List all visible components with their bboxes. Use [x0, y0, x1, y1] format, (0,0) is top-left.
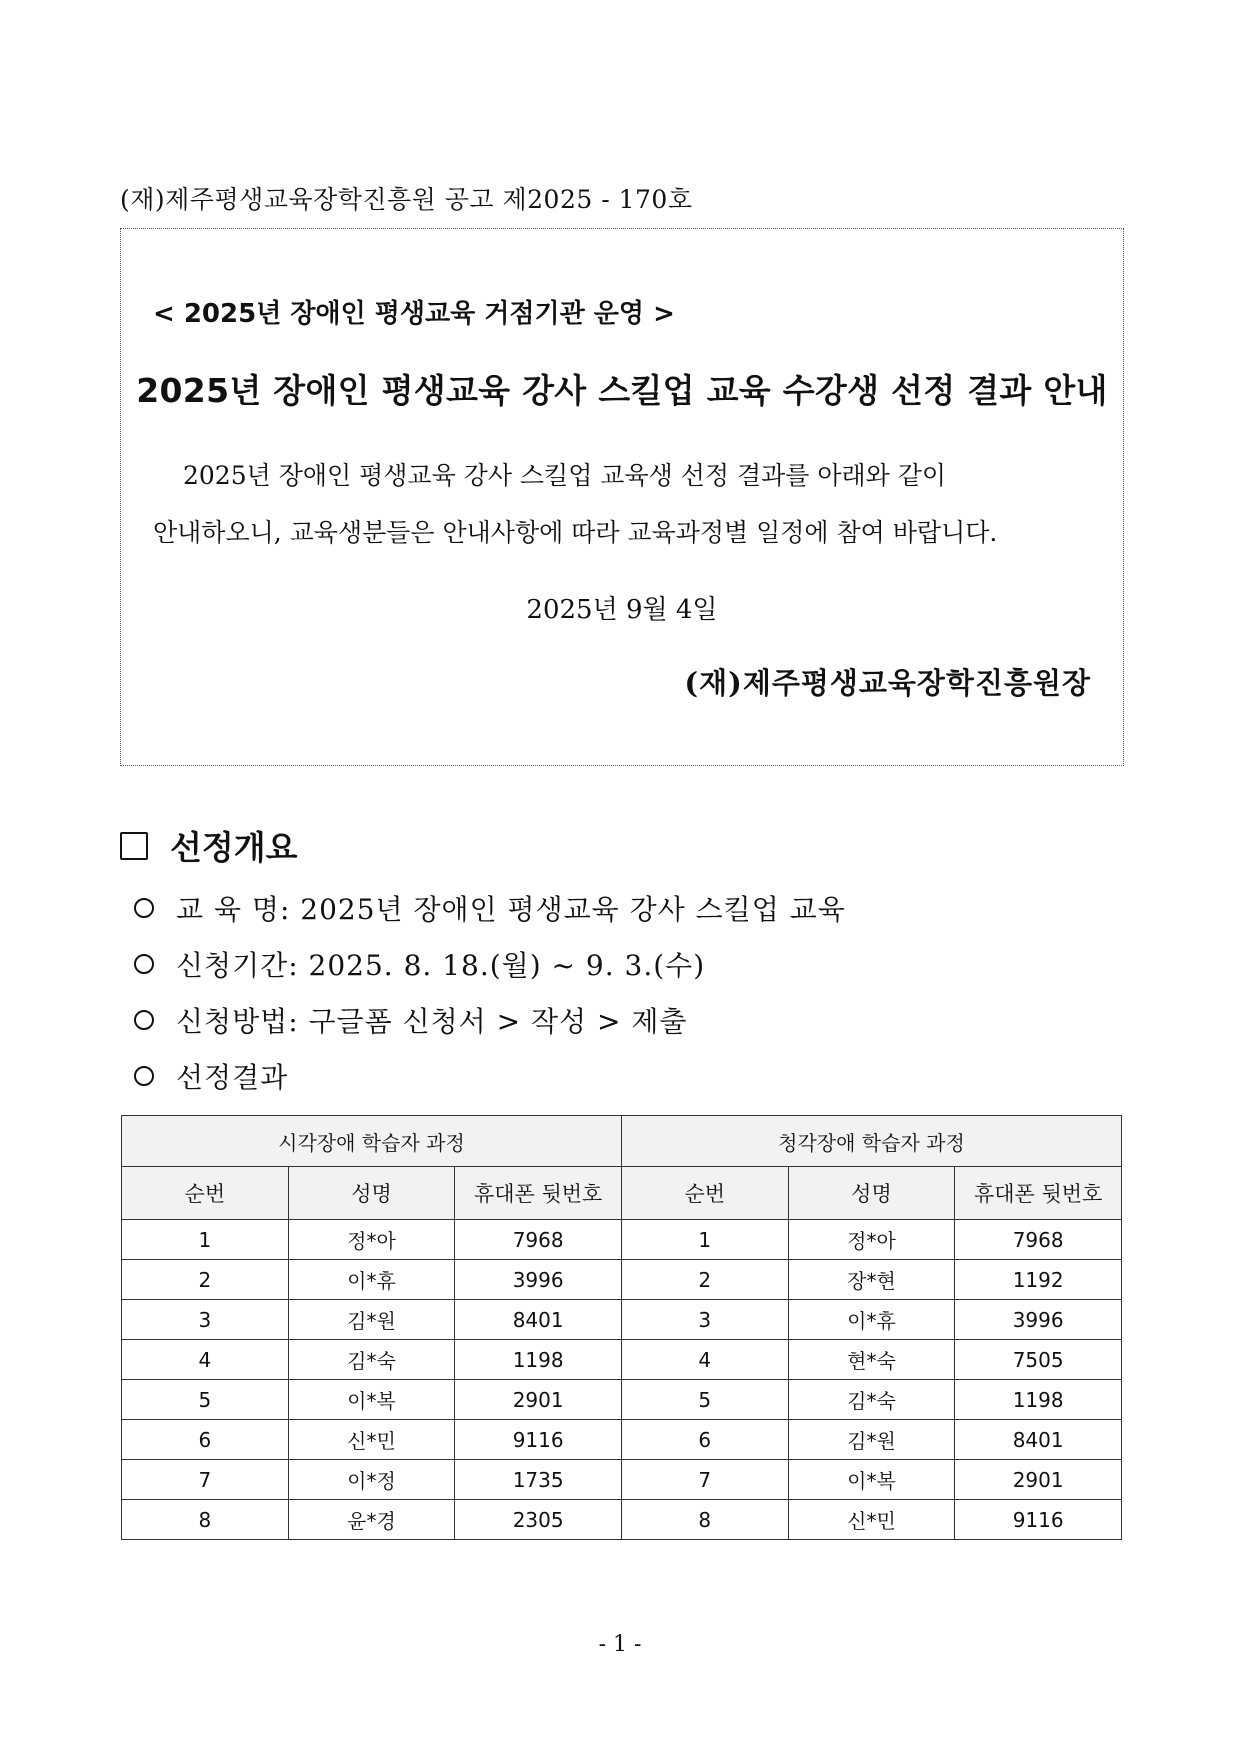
table-cell: 8: [621, 1500, 788, 1540]
table-cell: 윤*경: [288, 1500, 455, 1540]
table-cell: 이*복: [788, 1460, 955, 1500]
announcement-box: [120, 228, 1124, 766]
table-cell: 신*민: [288, 1420, 455, 1460]
table-cell: 3996: [955, 1300, 1122, 1340]
table-cell: 1192: [955, 1260, 1122, 1300]
table-row: [122, 1380, 1122, 1420]
announcement-date: 2025년 9월 4일: [526, 595, 718, 625]
table-cell: 2901: [455, 1380, 622, 1420]
table-row: [122, 1420, 1122, 1460]
table-cell: 신*민: [788, 1500, 955, 1540]
table-cell: 4: [122, 1340, 289, 1380]
table-cell: 1735: [455, 1460, 622, 1500]
table-cell: 7: [122, 1460, 289, 1500]
table-cell: 1: [122, 1220, 289, 1260]
table-row: [122, 1460, 1122, 1500]
table-cell: 3: [122, 1300, 289, 1340]
table-cell: 3996: [455, 1260, 622, 1300]
announcement-signature: (재)제주평생교육장학진흥원장: [684, 666, 1091, 700]
notice-number: (재)제주평생교육장학진흥원 공고 제2025 - 170호: [120, 185, 693, 214]
table-cell: 1198: [455, 1340, 622, 1380]
table-cell: 8401: [955, 1420, 1122, 1460]
table-column-header-row: [122, 1167, 1122, 1220]
table-cell: 김*원: [788, 1420, 955, 1460]
section-heading: [120, 822, 298, 869]
announcement-body: [153, 447, 1091, 561]
circle-bullet-icon: [134, 954, 154, 974]
section-heading-text: 선정개요: [170, 828, 298, 867]
table-cell: 이*휴: [288, 1260, 455, 1300]
column-header: 성명: [288, 1167, 455, 1220]
table-cell: 7: [621, 1460, 788, 1500]
overview-item-period: 신청기간: 2025. 8. 18.(월) ~ 9. 3.(수): [134, 936, 846, 992]
announcement-title: 2025년 장애인 평생교육 강사 스킬업 교육 수강생 선정 결과 안내: [136, 371, 1108, 410]
table-cell: 7505: [955, 1340, 1122, 1380]
overview-item-result: 선정결과: [134, 1048, 846, 1104]
table-cell: 김*원: [288, 1300, 455, 1340]
table-cell: 3: [621, 1300, 788, 1340]
column-header: 성명: [788, 1167, 955, 1220]
selection-result-table: [121, 1115, 1122, 1540]
table-cell: 1198: [955, 1380, 1122, 1420]
table-cell: 정*아: [788, 1220, 955, 1260]
table-cell: 8: [122, 1500, 289, 1540]
circle-bullet-icon: [134, 898, 154, 918]
overview-item-course: 교 육 명: 2025년 장애인 평생교육 강사 스킬업 교육: [134, 880, 846, 936]
table-cell: 2901: [955, 1460, 1122, 1500]
table-cell: 8401: [455, 1300, 622, 1340]
table-cell: 이*휴: [788, 1300, 955, 1340]
table-group-header-row: [122, 1116, 1122, 1167]
table-cell: 4: [621, 1340, 788, 1380]
circle-bullet-icon: [134, 1010, 154, 1030]
group-header-hearing: 청각장애 학습자 과정: [621, 1116, 1121, 1167]
table-cell: 5: [122, 1380, 289, 1420]
overview-item-method: 신청방법: 구글폼 신청서 > 작성 > 제출: [134, 992, 846, 1048]
page-number: - 1 -: [598, 1632, 642, 1657]
table-cell: 2305: [455, 1500, 622, 1540]
body-line-1: 2025년 장애인 평생교육 강사 스킬업 교육생 선정 결과를 아래와 같이: [183, 461, 947, 490]
table-cell: 장*현: [788, 1260, 955, 1300]
group-header-visual: 시각장애 학습자 과정: [122, 1116, 622, 1167]
body-line-2: 안내하오니, 교육생분들은 안내사항에 따라 교육과정별 일정에 참여 바랍니다.: [153, 518, 998, 547]
table-cell: 김*숙: [788, 1380, 955, 1420]
table-row: [122, 1220, 1122, 1260]
table-cell: 이*복: [288, 1380, 455, 1420]
circle-bullet-icon: [134, 1066, 154, 1086]
table-cell: 7968: [455, 1220, 622, 1260]
table-cell: 1: [621, 1220, 788, 1260]
table-cell: 9116: [455, 1420, 622, 1460]
table-cell: 정*아: [288, 1220, 455, 1260]
overview-list: [134, 880, 846, 1104]
table-cell: 김*숙: [288, 1340, 455, 1380]
table-cell: 6: [122, 1420, 289, 1460]
table-row: [122, 1300, 1122, 1340]
table-cell: 이*정: [288, 1460, 455, 1500]
table-row: [122, 1340, 1122, 1380]
column-header: 휴대폰 뒷번호: [455, 1167, 622, 1220]
table-cell: 2: [621, 1260, 788, 1300]
table-row: [122, 1260, 1122, 1300]
table-row: [122, 1500, 1122, 1540]
column-header: 순번: [621, 1167, 788, 1220]
table-body: [122, 1220, 1122, 1540]
table-cell: 5: [621, 1380, 788, 1420]
table-cell: 현*숙: [788, 1340, 955, 1380]
square-bullet-icon: [120, 832, 148, 860]
table-cell: 6: [621, 1420, 788, 1460]
table-cell: 7968: [955, 1220, 1122, 1260]
column-header: 순번: [122, 1167, 289, 1220]
column-header: 휴대폰 뒷번호: [955, 1167, 1122, 1220]
announcement-subtitle: < 2025년 장애인 평생교육 거점기관 운영 >: [153, 299, 675, 329]
table-cell: 2: [122, 1260, 289, 1300]
table-cell: 9116: [955, 1500, 1122, 1540]
